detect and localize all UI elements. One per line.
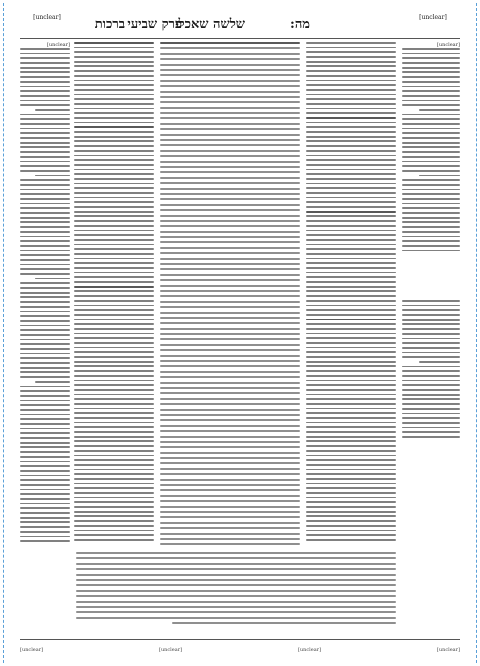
tosafot-column	[74, 42, 154, 542]
page-right-dashed-border	[476, 3, 477, 663]
header-rule	[20, 38, 460, 39]
right-margin-heading: [unclear]	[436, 42, 460, 48]
gemara-main-text	[160, 42, 300, 547]
page-footer	[20, 645, 460, 654]
footer-item-4: [unclear]	[20, 646, 44, 653]
right-margin-text-lines	[402, 48, 460, 251]
header-folio: מה:	[290, 17, 310, 32]
lower-commentary-block	[76, 552, 396, 630]
header-chapter-number: פרק שביעי	[127, 17, 182, 32]
left-margin-heading: [unclear]	[46, 42, 70, 48]
header-right-notes: [unclear]	[419, 14, 447, 21]
left-margin-column	[20, 42, 70, 542]
right-margin-column-lower	[402, 300, 460, 460]
footer-item-1: [unclear]	[436, 646, 460, 653]
running-header	[20, 14, 460, 34]
header-tractate-name: ברכות	[94, 17, 125, 32]
footer-item-2: [unclear]	[297, 646, 322, 653]
footer-item-3: [unclear]	[158, 646, 183, 653]
right-margin-column	[402, 42, 460, 292]
rashi-column	[306, 42, 396, 542]
header-chapter-title: שלשה שאכלו	[175, 17, 245, 32]
page-left-dashed-border	[3, 3, 4, 663]
footer-rule	[20, 639, 460, 640]
header-left-notes: [unclear]	[33, 14, 61, 21]
